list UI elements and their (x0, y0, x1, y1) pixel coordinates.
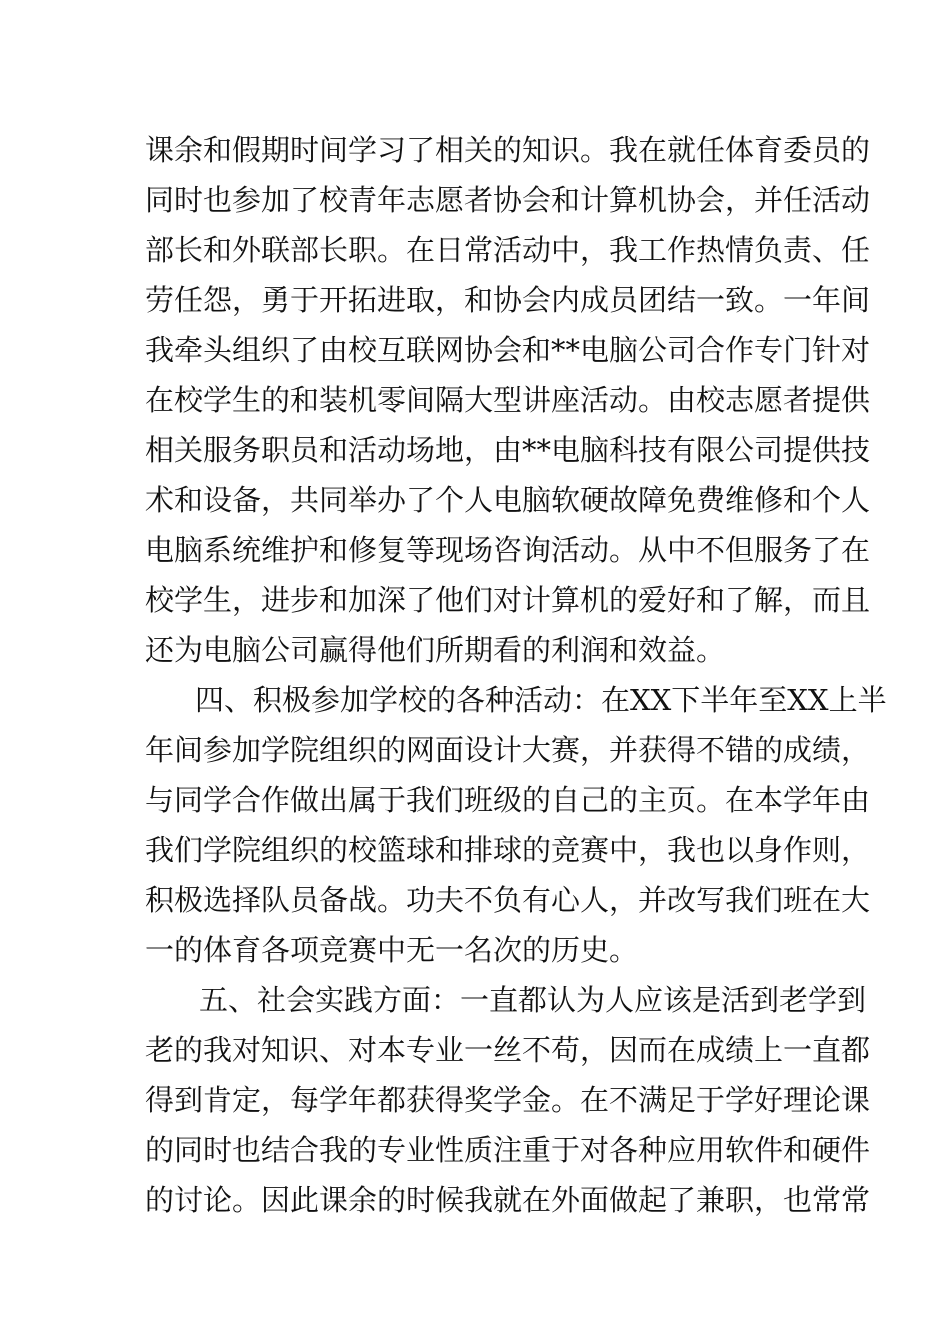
text-line: 校学生，进步和加深了他们对计算机的爱好和了解，而且 (145, 583, 871, 617)
text-line: 得到肯定，每学年都获得奖学金。在不满足于学好理论课 (145, 1083, 871, 1117)
text-line: 课余和假期时间学习了相关的知识。我在就任体育委员的 (145, 133, 871, 167)
text-line: 与同学合作做出属于我们班级的自己的主页。在本学年由 (145, 783, 871, 817)
text-line: 积极选择队员备战。功夫不负有心人，并改写我们班在大 (145, 883, 871, 917)
text-line: 老的我对知识、对本专业一丝不苟，因而在成绩上一直都 (145, 1033, 871, 1067)
section-heading-line: 五、社会实践方面：一直都认为人应该是活到老学到 (199, 983, 867, 1017)
text-line: 术和设备，共同举办了个人电脑软硬故障免费维修和个人 (145, 483, 871, 517)
text-line: 相关服务职员和活动场地，由**电脑科技有限公司提供技 (145, 433, 871, 467)
text-line: 部长和外联部长职。在日常活动中，我工作热情负责、任 (145, 233, 871, 267)
text-line: 的同时也结合我的专业性质注重于对各种应用软件和硬件 (145, 1133, 871, 1167)
text-line: 年间参加学院组织的网面设计大赛，并获得不错的成绩， (145, 733, 871, 767)
text-line: 一的体育各项竞赛中无一名次的历史。 (145, 933, 639, 967)
section-heading-line: 四、积极参加学校的各种活动：在XX下半年至XX上半 (195, 683, 887, 717)
text-line: 我们学院组织的校篮球和排球的竞赛中，我也以身作则， (145, 833, 871, 867)
text-line: 我牵头组织了由校互联网协会和**电脑公司合作专门针对 (145, 333, 871, 367)
text-line: 同时也参加了校青年志愿者协会和计算机协会，并任活动 (145, 183, 871, 217)
text-line: 在校学生的和装机零间隔大型讲座活动。由校志愿者提供 (145, 383, 871, 417)
text-line: 电脑系统维护和修复等现场咨询活动。从中不但服务了在 (145, 533, 871, 567)
text-line: 劳任怨，勇于开拓进取，和协会内成员团结一致。一年间 (145, 283, 871, 317)
text-line: 的讨论。因此课余的时候我就在外面做起了兼职，也常常 (145, 1183, 871, 1217)
text-line: 还为电脑公司赢得他们所期看的利润和效益。 (145, 633, 726, 667)
